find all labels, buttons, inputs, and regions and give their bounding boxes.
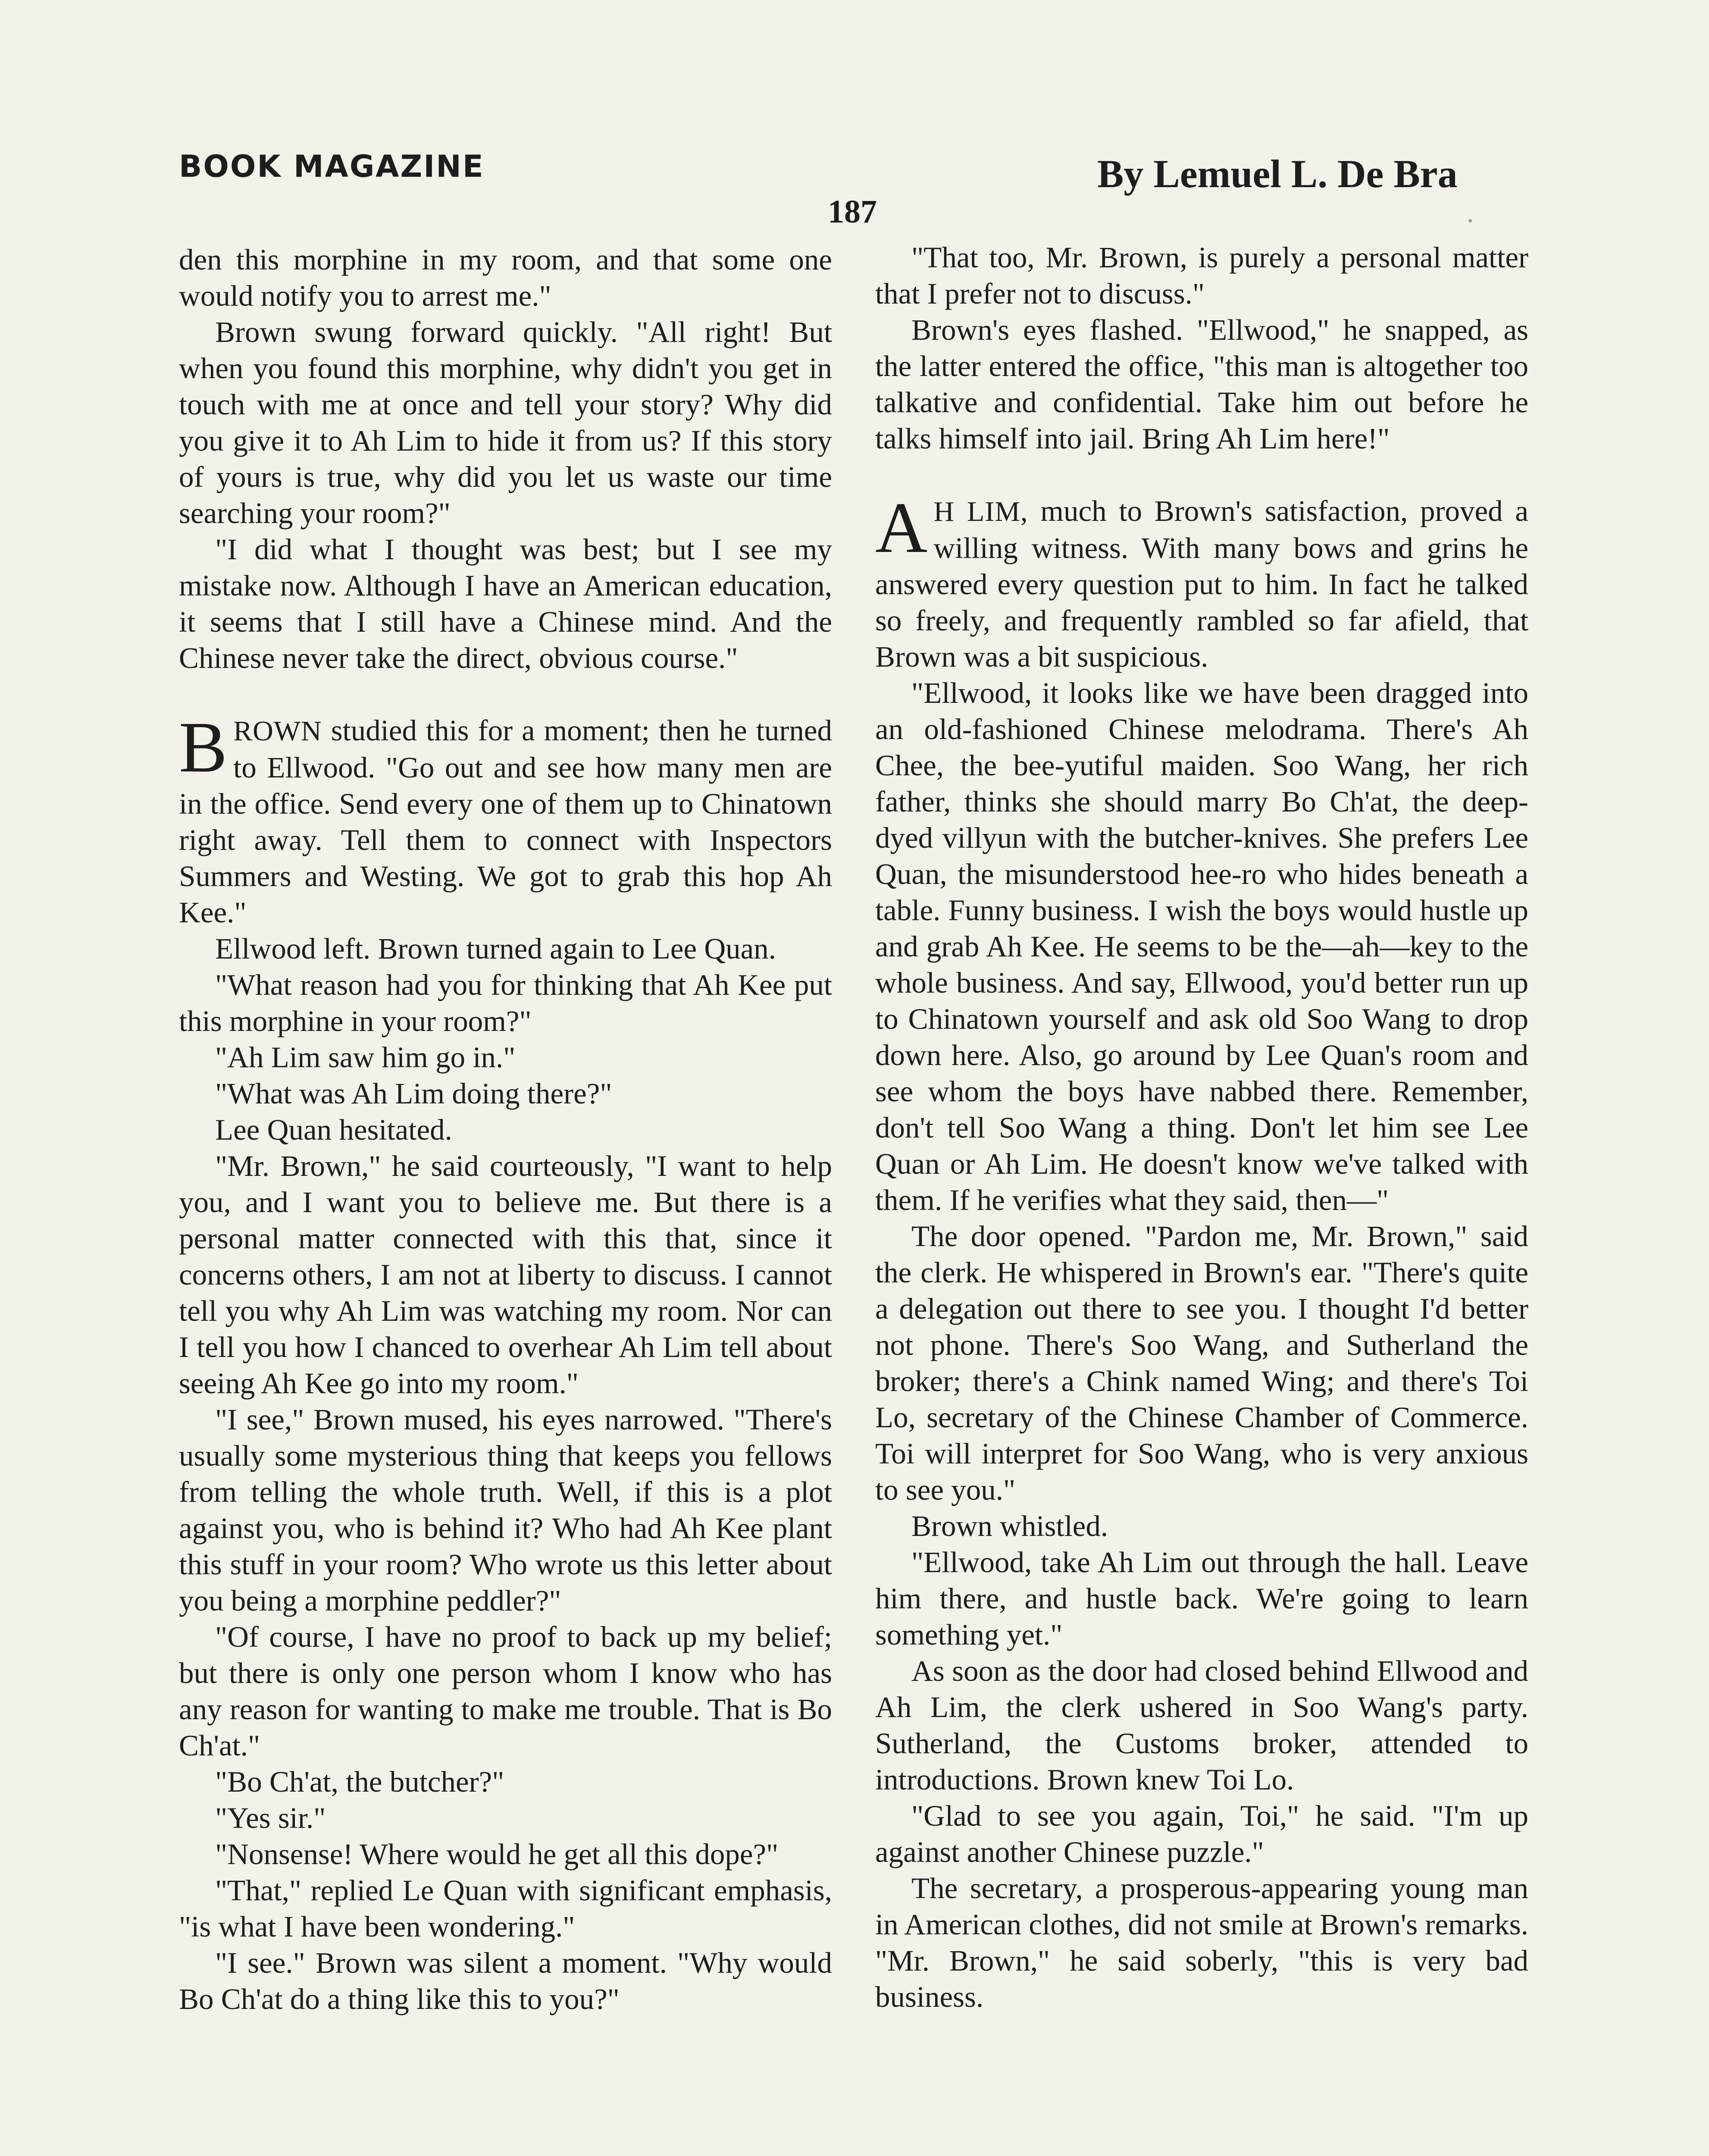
paragraph-continuation: proved a willing witness. With many bows and grins he answered every question put to him. In fact he talked so freely, and frequently rambled so far afield, that Brown was a bit suspicious. xyxy=(875,495,1528,673)
paragraph: "Mr. Brown," he said courteously, "I want to help you, and I want you to believe me. But there is a personal matter connected with this that, since it concerns others, I am not at liberty to discuss. I cannot tell you why Ah Lim was watching my room. Nor can I tell you how I chanced to overhear Ah Lim tell about seeing Ah Kee go into my room." xyxy=(179,1150,832,1400)
paragraph: "Yes sir." xyxy=(215,1802,326,1834)
paragraph: The door opened. "Pardon me, Mr. Brown," said the clerk. He whispered in Brown's ear. "There's quite a delegation out there to see you. I thought I'd better not phone. There's Soo Wang, and Sutherland the broker; there's a Chink named Wing; and there's Toi Lo, secretary of the Chinese Chamber of Commerce. Toi will interpret for Soo Wang, who is very anxious to see you." xyxy=(875,1220,1528,1506)
paragraph: "Ellwood, it looks like we have been dragged into an old-fashioned Chinese melodrama. There's Ah Chee, the bee-yutiful maiden. Soo Wang, her rich father, thinks she should marry Bo Ch'at, the deep-dyed villyun with the butcher-knives. She prefers Lee Quan, the misunderstood hee-ro who hides beneath a table. Funny business. I wish the boys would hustle up and grab Ah Kee. He seems to be the—ah—key to the whole business. And say, Ellwood, you'd better run up to Chinatown yourself and ask old Soo Wang to drop down here. Also, go around by Lee Quan's room and see whom the boys have nabbed there. Remember, don't tell Soo Wang a thing. Don't let him see Lee Quan or Ah Lim. He doesn't know we've talked with them. If he verifies what they said, then—" xyxy=(875,677,1528,1216)
paragraph: den this morphine in my room, and that some one would notify you to arrest me." xyxy=(179,243,832,312)
paragraph: "Ah Lim saw him go in." xyxy=(215,1041,516,1074)
lead-text: studied this for a moment; then xyxy=(331,714,710,747)
small-caps-lead: ROWN xyxy=(233,715,322,747)
paragraph: "Bo Ch'at, the butcher?" xyxy=(215,1765,504,1798)
paragraph: Lee Quan hesitated. xyxy=(215,1113,452,1146)
magazine-title: BOOK MAGAZINE xyxy=(179,149,485,184)
paragraph: As soon as the door had closed behind Ellwood and Ah Lim, the clerk ushered in Soo Wang's party. Sutherland, the Customs broker, attended to introductions. Brown knew Toi Lo. xyxy=(875,1655,1528,1796)
section-opening-paragraph xyxy=(179,707,833,931)
paragraph: "Of course, I have no proof to back up my belief; but there is only one person whom I know who has any reason for wanting to make me trouble. That is Bo Ch'at." xyxy=(179,1620,832,1762)
paragraph: The secretary, a prosperous-appearing young man in American clothes, did not smile at Brown's remarks. "Mr. Brown," he said soberly, "this is very bad business. xyxy=(875,1872,1528,2013)
drop-cap: B xyxy=(179,707,228,787)
paragraph: Brown swung forward quickly. "All right! But when you found this morphine, why didn't you get in touch with me at once and tell your story? Why did you give it to Ah Lim to hide it from us? If this story of yours is true, why did you let us waste our time searching your room?" xyxy=(179,316,832,530)
paragraph: "Glad to see you again, Toi," he said. "I'm up against another Chinese puzzle." xyxy=(875,1799,1528,1868)
page-number: 187 xyxy=(828,194,877,230)
author-byline: By Lemuel L. De Bra xyxy=(1097,152,1458,196)
paragraph: Brown whistled. xyxy=(911,1510,1108,1542)
paragraph: Brown's eyes flashed. "Ellwood," he snapped, as the latter entered the office, "this man is altogether too talkative and confidential. Take him out before he talks himself into jail. Bring Ah Lim here!" xyxy=(875,313,1528,455)
paragraph: "That too, Mr. Brown, is purely a personal matter that I prefer not to discuss." xyxy=(875,241,1528,310)
drop-cap: A xyxy=(875,488,928,568)
paragraph: "Nonsense! Where would he get all this dope?" xyxy=(215,1838,779,1871)
paragraph: "I see," Brown mused, his eyes narrowed. "There's usually some mysterious thing that keeps you fellows from telling the whole truth. Well, if this is a plot against you, who is behind it? Who had Ah Kee plant this stuff in your room? Who wrote us this letter about you being a morphine peddler?" xyxy=(179,1403,832,1617)
paragraph: "Ellwood, take Ah Lim out through the hall. Leave him there, and hustle back. We're going to learn something yet." xyxy=(875,1546,1528,1651)
right-column xyxy=(875,239,1528,2015)
print-speck xyxy=(1468,219,1472,222)
paragraph: "What reason had you for thinking that Ah Kee put this morphine in your room?" xyxy=(179,968,832,1037)
paragraph: "That," replied Le Quan with significant emphasis, "is what I have been wondering." xyxy=(179,1874,832,1943)
paragraph-continuation: he turned to Ellwood. "Go out and see how many men are in the office. Send every one of them up to Chinatown right away. Tell them to connect with Inspectors Summers and Westing. We got to grab this hop Ah Kee." xyxy=(179,714,833,929)
paragraph: "What was Ah Lim doing there?" xyxy=(215,1077,612,1110)
paragraph: "I see." Brown was silent a moment. "Why would Bo Ch'at do a thing like this to you?" xyxy=(179,1946,832,2015)
paragraph: Ellwood left. Brown turned again to Lee Quan. xyxy=(215,932,776,965)
paragraph: "I did what I thought was best; but I see my mistake now. Although I have an American education, it seems that I still have a Chinese mind. And the Chinese never take the direct, obvious course." xyxy=(179,533,832,674)
lead-text: much to Brown's satisfaction, xyxy=(1040,495,1408,527)
section-opening-paragraph xyxy=(875,488,1528,675)
left-column xyxy=(179,241,832,2017)
small-caps-lead: H LIM, xyxy=(933,496,1028,527)
